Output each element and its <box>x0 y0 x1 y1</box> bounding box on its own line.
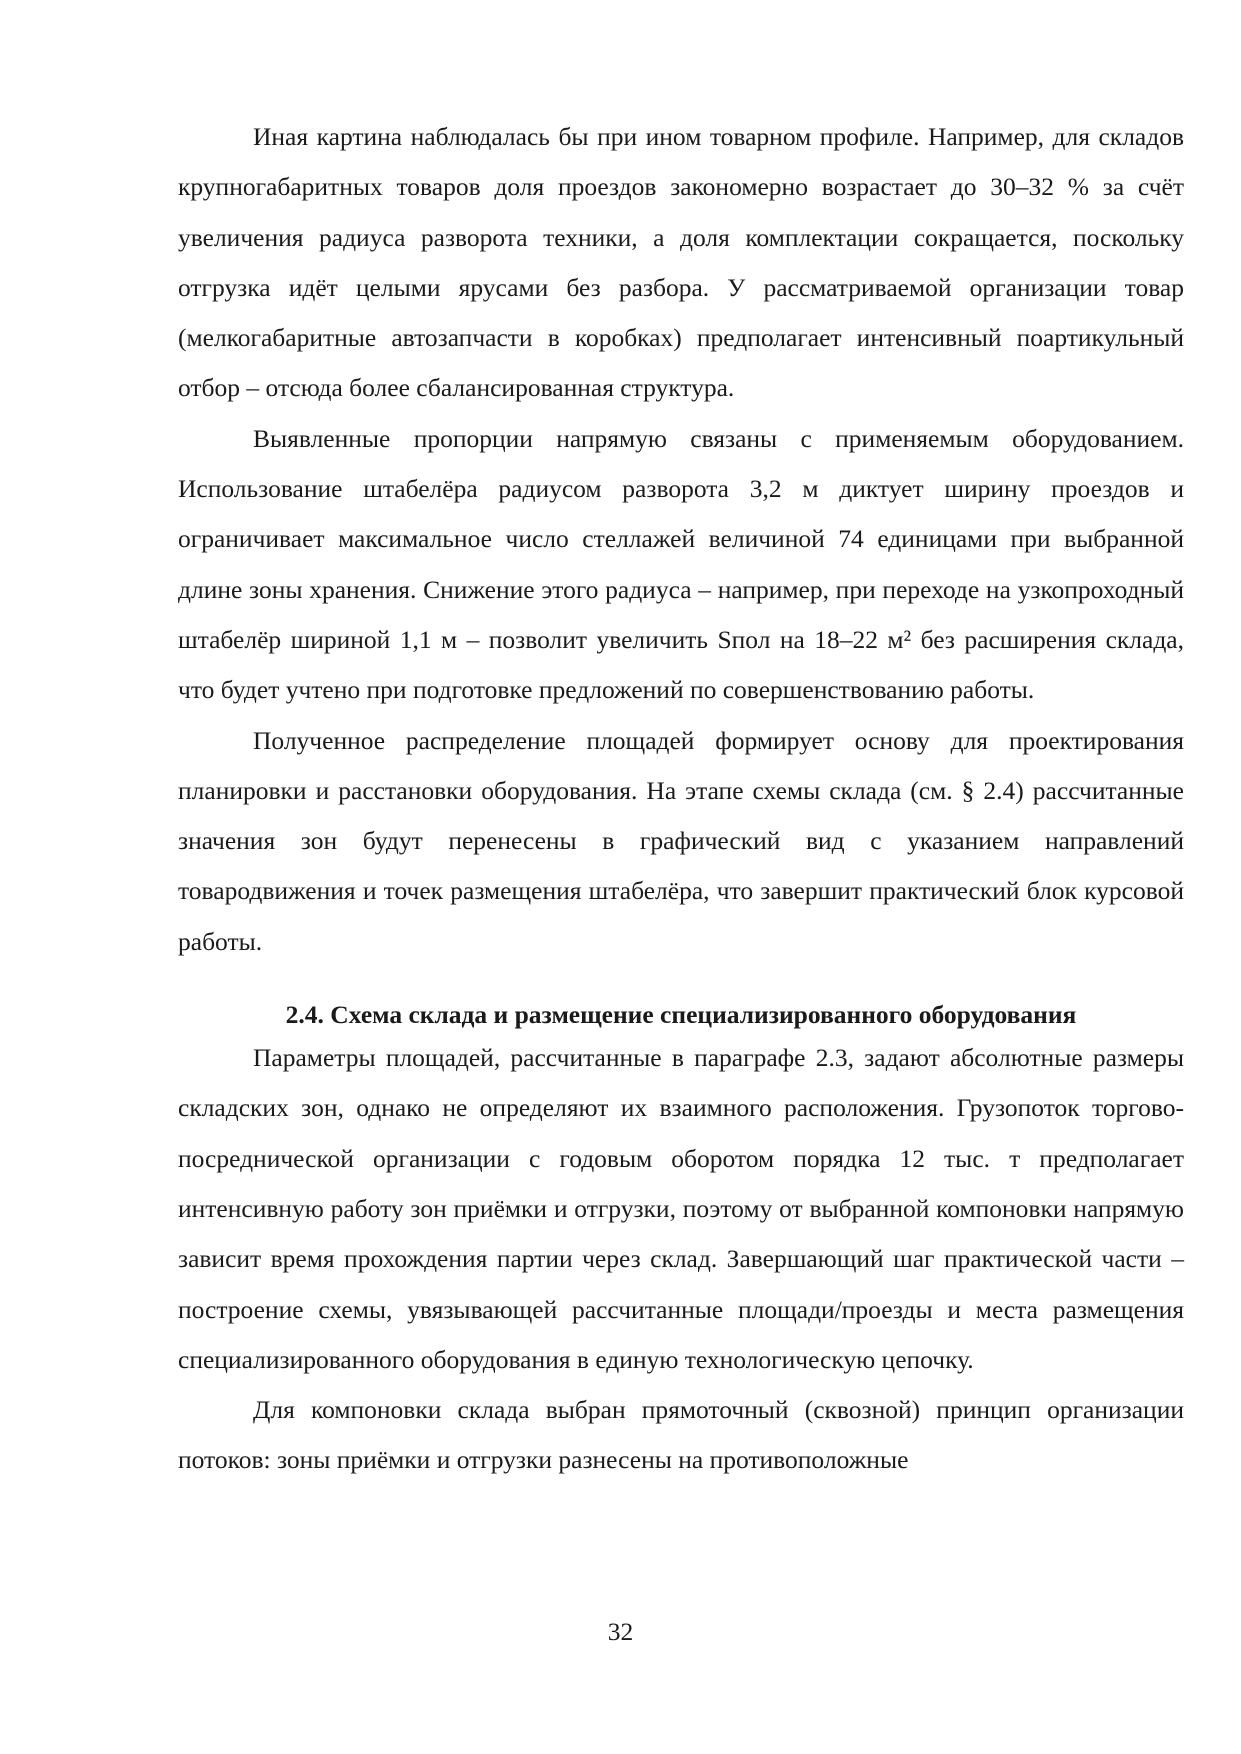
document-page <box>178 112 1184 1486</box>
paragraph-area-distribution: Полученное распределение площадей формирует основу для проектирования планировки и расстановки оборудования. На этапе схемы склада (см. § 2.4) рассчитанные значения зон будут перенесены в графический вид с указанием направлений товародвижения и точек размещения штабелёра, что завершит практический блок курсовой работы. <box>178 725 1184 956</box>
page-number: 32 <box>607 1617 634 1646</box>
paragraph-equipment-proportions: Выявленные пропорции напрямую связаны с применяемым оборудованием. Использование штабелёра радиусом разворота 3,2 м диктует ширину проездов и ограничивает максимальное число стеллажей величиной 74 единицами при выбранной длине зоны хранения. Снижение этого радиуса – например, при переходе на узкопроходный штабелёр шириной 1,1 м – позволит увеличить Sпол на 18–22 м² без расширения склада, что будет учтено при подготовке предложений по совершенствованию работы. <box>178 423 1184 705</box>
paragraph-layout-principle: Для компоновки склада выбран прямоточный (сквозной) принцип организации потоков: зоны приёмки и отгрузки разнесены на противоположные <box>178 1395 1184 1475</box>
paragraph-product-profile: Иная картина наблюдалась бы при ином товарном профиле. Например, для складов крупногабаритных товаров доля проездов закономерно возрастает до 30–32 % за счёт увеличения радиуса разворота техники, а доля комплектации сокращается, поскольку отгрузка идёт целыми ярусами без разбора. У рассматриваемой организации товар (мелкогабаритные автозапчасти в коробках) предполагает интенсивный поартикульный отбор – отсюда более сбалансированная структура. <box>178 122 1184 403</box>
section-heading: 2.4. Схема склада и размещение специализированного оборудования <box>285 1000 1077 1030</box>
paragraph-area-parameters: Параметры площадей, рассчитанные в параграфе 2.3, задают абсолютные размеры складских зон, однако не определяют их взаимного расположения. Грузопоток торгово-посреднической организации с годовым оборотом порядка 12 тыс. т предполагает интенсивную работу зон приёмки и отгрузки, поэтому от выбранной компоновки напрямую зависит время прохождения партии через склад. Завершающий шаг практической части – построение схемы, увязывающей рассчитанные площади/проезды и места размещения специализированного оборудования в единую технологическую цепочку. <box>178 1043 1184 1374</box>
